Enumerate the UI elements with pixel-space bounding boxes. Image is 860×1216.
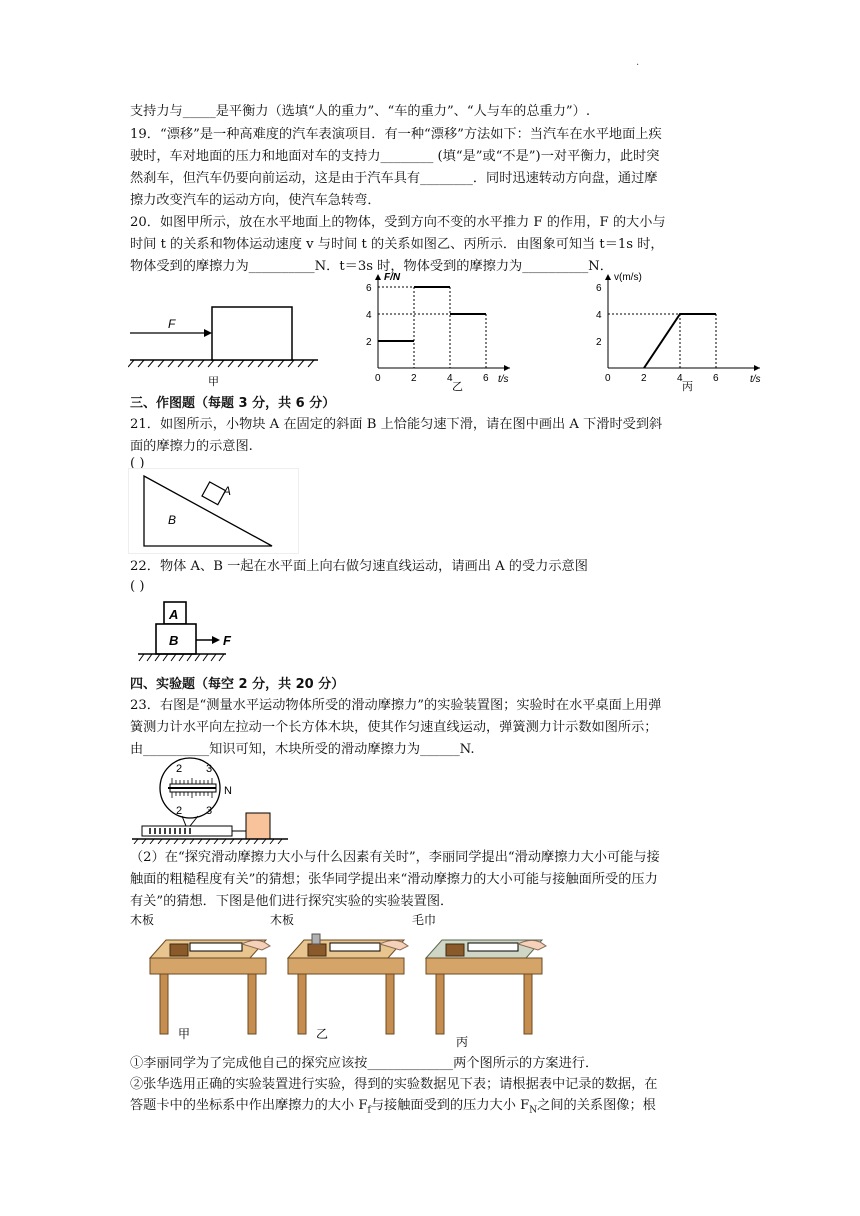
x-tick-label: 2 bbox=[411, 373, 417, 384]
chart-velocity-time bbox=[590, 268, 770, 393]
subscript-f: f bbox=[367, 1105, 371, 1116]
q22-line-1: 22．物体 A、B 一起在水平面上向右做匀速直线运动，请画出 A 的受力示意图 bbox=[130, 559, 588, 574]
label-a: A bbox=[223, 484, 232, 498]
caption-yi: 乙 bbox=[316, 1027, 329, 1041]
x-tick-label: 2 bbox=[641, 373, 647, 384]
label-f: F bbox=[223, 633, 231, 648]
x-tick-label: 4 bbox=[447, 373, 453, 384]
q19-line-1: 19．“漂移”是一种高难度的汽车表演项目．有一种“漂移”方法如下：当汽车在水平地面上疾 bbox=[130, 127, 662, 142]
y-tick-label: 6 bbox=[366, 283, 372, 294]
q22-answer-bracket: ( ) bbox=[130, 579, 145, 594]
chart-force-time bbox=[360, 268, 520, 393]
tick-3-top: 3 bbox=[206, 763, 213, 775]
fig21-incline bbox=[128, 468, 303, 556]
label-maojin: 毛巾 bbox=[412, 913, 437, 927]
q21-line-2: 面的摩擦力的示意图. bbox=[130, 439, 253, 454]
y-tick-label: 6 bbox=[596, 283, 602, 294]
table-leg bbox=[436, 974, 444, 1034]
x-tick-label: 4 bbox=[677, 373, 683, 384]
wood-block bbox=[446, 944, 464, 956]
q23b-line-1: （2）在“探究滑动摩擦力大小与什么因素有关时”，李丽同学提出“滑动摩擦力大小可能与接 bbox=[130, 850, 660, 865]
label-a: A bbox=[169, 607, 179, 622]
table-leg bbox=[248, 974, 256, 1034]
label-b: B bbox=[168, 513, 177, 527]
q23-line-3: 由__________知识可知，木块所受的滑动摩擦力为______N. bbox=[130, 742, 475, 757]
y-tick-label: 2 bbox=[596, 337, 602, 348]
label-b: B bbox=[169, 633, 179, 648]
q23b-line-3: 有关”的猜想．下图是他们进行探究实验的实验装置图． bbox=[130, 894, 454, 909]
table-top bbox=[288, 958, 404, 974]
ground-hatch bbox=[139, 654, 224, 661]
fig-caption-jia: 甲 bbox=[208, 376, 219, 388]
weight bbox=[312, 934, 320, 944]
section-4-title: 四、实验题（每空 2 分，共 20 分） bbox=[130, 677, 345, 692]
table-top bbox=[150, 958, 266, 974]
q23c-line-1: ①李丽同学为了完成他自己的探究应该按_____________两个图所示的方案进行． bbox=[130, 1056, 599, 1071]
x-axis-arrow bbox=[504, 365, 510, 371]
table-leg bbox=[160, 974, 168, 1034]
table-top bbox=[426, 958, 542, 974]
x-tick-label: 6 bbox=[713, 373, 719, 384]
tick-2-top: 2 bbox=[176, 763, 183, 775]
q23c-line-2: ②张华选用正确的实验装置进行实验，得到的实验数据见下表；请根据表中记录的数据，在 bbox=[130, 1077, 658, 1092]
q23c-line-3-end: 之间的关系图像；根 bbox=[537, 1098, 656, 1113]
chart-caption-bing: 丙 bbox=[682, 381, 693, 393]
wood-block bbox=[308, 944, 326, 956]
fig23-spring-scale bbox=[128, 756, 293, 844]
page-dot: · bbox=[636, 60, 640, 71]
x-tick-label: 0 bbox=[375, 373, 381, 384]
table-leg bbox=[386, 974, 394, 1034]
x-axis-arrow bbox=[754, 365, 760, 371]
block-a-group bbox=[202, 482, 225, 505]
y-tick-label: 2 bbox=[366, 337, 372, 348]
block bbox=[212, 307, 292, 360]
x-axis-label: t/s bbox=[498, 374, 509, 385]
fig20-jia bbox=[128, 295, 328, 395]
tick-2-bottom: 2 bbox=[176, 805, 183, 817]
label-muban-1: 木板 bbox=[130, 913, 155, 927]
wood-block bbox=[246, 813, 270, 839]
force-arrow-head bbox=[212, 636, 220, 644]
q23b-line-2: 触面的粗糙程度有关”的猜想；张华同学提出来“滑动摩擦力的大小可能与接触面所受的压力 bbox=[130, 872, 658, 887]
x-tick-label: 6 bbox=[483, 373, 489, 384]
y-axis-arrow bbox=[605, 274, 611, 280]
q23c-line-3-start: 答题卡中的坐标系中作出摩擦力的大小 F bbox=[130, 1098, 368, 1113]
y-axis-label: v(m/s) bbox=[614, 272, 642, 283]
y-tick-label: 4 bbox=[366, 310, 372, 321]
q19-line-2: 驶时，车对地面的压力和地面对车的支持力________ (填“是”或“不是”)一对平衡力，此时突 bbox=[130, 149, 660, 164]
spring-scale bbox=[330, 943, 380, 951]
q23c-line-3-mid: 与接触面受到的压力大小 F bbox=[370, 1098, 530, 1113]
y-axis-label: F/N bbox=[384, 272, 401, 283]
table-leg bbox=[298, 974, 306, 1034]
spring-scale bbox=[190, 943, 242, 951]
force-arrow-head bbox=[204, 329, 212, 337]
subscript-n: N bbox=[529, 1105, 538, 1116]
caption-bing: 丙 bbox=[456, 1035, 469, 1049]
ground-hatch bbox=[128, 360, 314, 367]
block-a bbox=[202, 482, 225, 505]
q19-line-4: 擦力改变汽车的运动方向，使汽车急转弯． bbox=[130, 193, 381, 208]
x-tick-label: 0 bbox=[605, 373, 611, 384]
fig23-experiment-setups bbox=[130, 910, 560, 1050]
section-3-title: 三、作图题（每题 3 分，共 6 分） bbox=[130, 396, 336, 411]
q20-line-1: 20．如图甲所示，放在水平地面上的物体，受到方向不变的水平推力 F 的作用，F 的大小与 bbox=[130, 215, 666, 230]
y-tick-label: 4 bbox=[596, 310, 602, 321]
q21-line-1: 21．如图所示，小物块 A 在固定的斜面 B 上恰能匀速下滑，请在图中画出 A 下滑时受到斜 bbox=[130, 417, 663, 432]
y-axis-arrow bbox=[375, 274, 381, 280]
spring-scale bbox=[468, 943, 518, 951]
text-line-1: 支持力与_____是平衡力（选填“人的重力”、“车的重力”、“人与车的总重力”）. bbox=[130, 104, 591, 119]
q23-line-1: 23．右图是“测量水平运动物体所受的滑动摩擦力”的实验装置图；实验时在水平桌面上用弹 bbox=[130, 698, 662, 713]
chart-caption-yi: 乙 bbox=[452, 381, 463, 393]
unit-n: N bbox=[224, 785, 232, 797]
setup-yi bbox=[270, 912, 408, 1034]
caption-jia: 甲 bbox=[178, 1027, 191, 1041]
q19-line-3: 然刹车，但汽车仍要向前运动，这是由于汽车具有________．同时迅速转动方向盘，通过摩 bbox=[130, 171, 658, 186]
force-label: F bbox=[168, 317, 176, 331]
tick-3-bottom: 3 bbox=[206, 805, 213, 817]
fig22-blocks bbox=[134, 598, 244, 670]
setup-jia bbox=[130, 912, 270, 1034]
q20-line-3: 物体受到的摩擦力为__________N．t＝3s 时，物体受到的摩擦力为__________N． bbox=[130, 259, 613, 274]
x-axis-label: t/s bbox=[750, 374, 761, 385]
q23c-line-3 bbox=[130, 1097, 656, 1120]
wood-block bbox=[170, 944, 188, 956]
q21-answer-bracket: ( ) bbox=[130, 456, 145, 471]
q23-line-2: 簧测力计水平向左拉动一个长方体木块，使其作匀速直线运动，弹簧测力计示数如图所示； bbox=[130, 720, 658, 735]
table-leg bbox=[524, 974, 532, 1034]
q20-line-2: 时间 t 的关系和物体运动速度 v 与时间 t 的关系如图乙、丙所示．由图象可知当 t＝1s 时， bbox=[130, 237, 664, 252]
label-muban-2: 木板 bbox=[270, 913, 295, 927]
setup-bing bbox=[412, 912, 546, 1034]
